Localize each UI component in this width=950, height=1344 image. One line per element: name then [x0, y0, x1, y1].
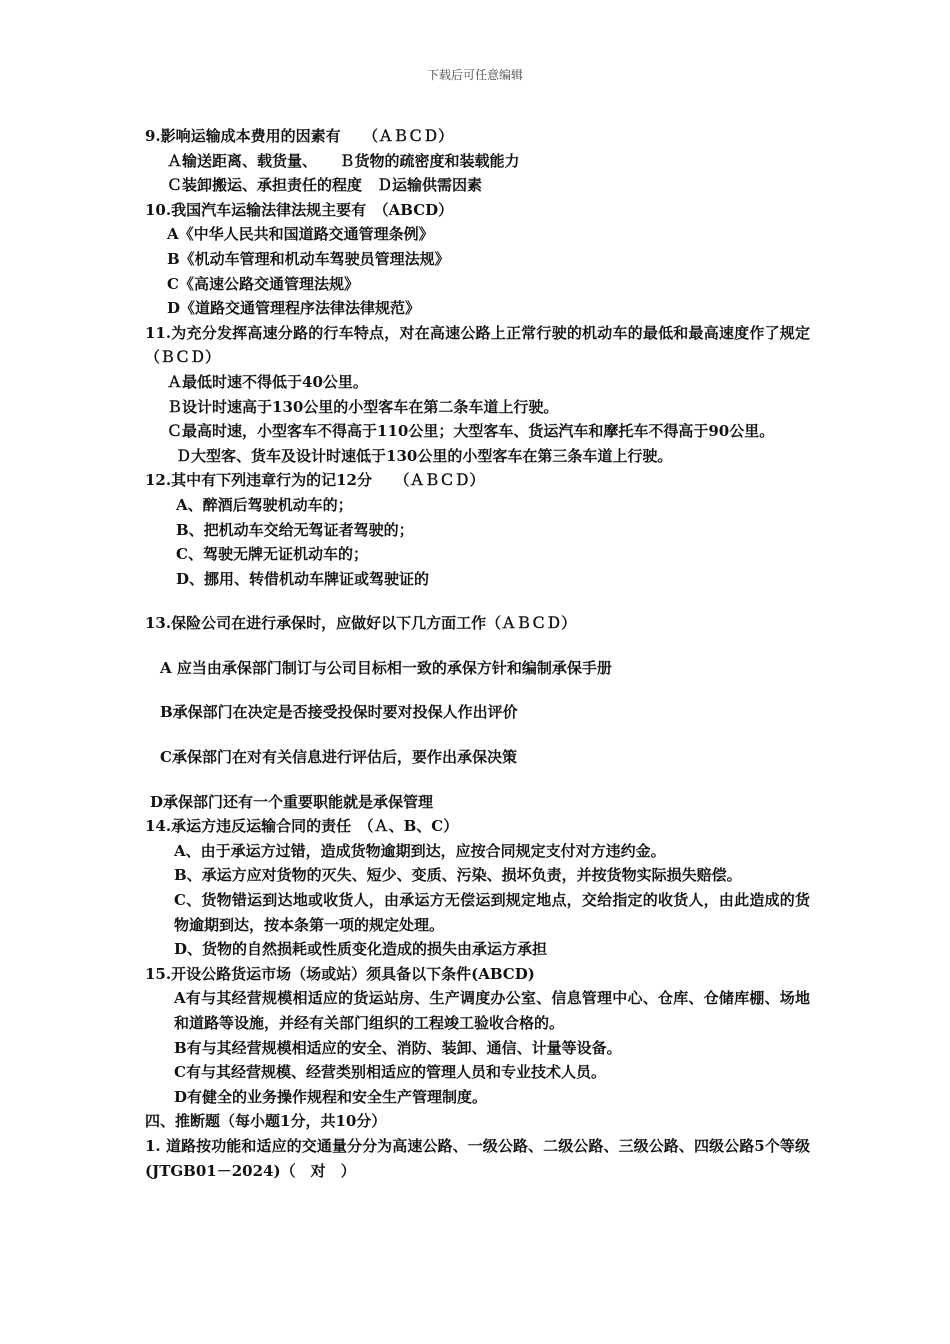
- question-10-option-a: A《中华人民共和国道路交通管理条例》: [167, 225, 434, 244]
- question-9: 9.影响运输成本费用的因素有 （ＡＢＣＤ）: [145, 127, 454, 145]
- judgment-question-1: 1. 道路按功能和适应的交通量分分为高速公路、一级公路、二级公路、三级公路、四级公路5个等级(JTGB01－2024)（ 对 ）: [145, 1136, 810, 1180]
- question-13-option-d: D承保部门还有一个重要职能就是承保管理: [150, 792, 434, 811]
- question-11: 11.为充分发挥高速分路的行车特点，对在高速公路上正常行驶的机动车的最低和最高速度作了规定（ＢＣＤ）: [145, 323, 810, 367]
- question-13: 13.保险公司在进行承保时，应做好以下几方面工作（ＡＢＣＤ）: [145, 614, 577, 633]
- question-13-option-b: B承保部门在决定是否接受投保时要对投保人作出评价: [160, 703, 518, 722]
- question-12: 12.其中有下列违章行为的记12分 （ＡＢＣＤ）: [145, 471, 485, 490]
- section-heading-judgment: 四、推断题（每小题1分，共10分）: [145, 1112, 387, 1131]
- question-11-option-c: Ｃ最高时速，小型客车不得高于110公里；大型客车、货运汽车和摩托车不得高于90公里。: [167, 422, 775, 441]
- page-header: 下载后可任意编辑: [426, 68, 523, 82]
- question-15-option-b: B有与其经营规模相适应的安全、消防、装卸、通信、计量等设备。: [174, 1038, 622, 1057]
- question-14-option-d: D、货物的自然损耗或性质变化造成的损失由承运方承担: [174, 940, 548, 959]
- question-10-option-b: B《机动车管理和机动车驾驶员管理法规》: [167, 249, 450, 268]
- question-9-options-cd: Ｃ装卸搬运、承担责任的程度 Ｄ运输供需因素: [167, 176, 483, 195]
- question-12-option-c: C、驾驶无牌无证机动车的；: [176, 545, 368, 564]
- question-14: 14.承运方违反运输合同的责任 （Ａ、B、C）: [145, 817, 459, 836]
- question-14-option-a: A、由于承运方过错，造成货物逾期到达，应按合同规定支付对方违约金。: [174, 841, 666, 860]
- question-10: 10.我国汽车运输法律法规主要有 （ABCD）: [145, 200, 454, 219]
- question-14-option-c: C、货物错运到达地或收货人，由承运方无偿运到规定地点，交给指定的收货人，由此造成的货物逾期到达，按本条第一项的规定处理。: [174, 891, 810, 934]
- question-12-option-a: A、醉酒后驾驶机动车的；: [176, 495, 353, 514]
- question-15-option-d: D有健全的业务操作规程和安全生产管理制度。: [174, 1087, 488, 1106]
- question-12-option-b: B、把机动车交给无驾证者驾驶的；: [176, 520, 414, 539]
- question-12-option-d: D、挪用、转借机动车牌证或驾驶证的: [176, 569, 430, 588]
- document-body: [145, 124, 810, 1183]
- question-15-option-c: C有与其经营规模、经营类别相适应的管理人员和专业技术人员。: [174, 1063, 606, 1082]
- question-11-option-a: Ａ最低时速不得低于40公里。: [167, 372, 368, 391]
- question-9-options-ab: Ａ输送距离、载货量、 Ｂ货物的疏密度和装载能力: [167, 151, 520, 170]
- question-15: 15.开设公路货运市场（场或站）须具备以下条件(ABCD): [145, 964, 535, 983]
- question-13-option-a: A 应当由承保部门制订与公司目标相一致的承保方针和编制承保手册: [160, 658, 612, 677]
- question-10-option-d: D《道路交通管理程序法律法律规范》: [167, 299, 421, 318]
- question-11-option-b: Ｂ设计时速高于130公里的小型客车在第二条车道上行驶。: [167, 397, 559, 416]
- question-10-option-c: C《高速公路交通管理法规》: [167, 274, 359, 293]
- question-15-option-a: A有与其经营规模相适应的货运站房、生产调度办公室、信息管理中心、仓库、仓储库棚、场地和道路等设施，并经有关部门组织的工程竣工验收合格的。: [174, 989, 810, 1032]
- question-14-option-b: B、承运方应对货物的灭失、短少、变质、污染、损坏负责，并按货物实际损失赔偿。: [174, 866, 742, 885]
- question-13-option-c: C承保部门在对有关信息进行评估后，要作出承保决策: [160, 748, 517, 767]
- question-11-option-d: Ｄ大型客、货车及设计时速低于130公里的小型客车在第三条车道上行驶。: [176, 446, 673, 465]
